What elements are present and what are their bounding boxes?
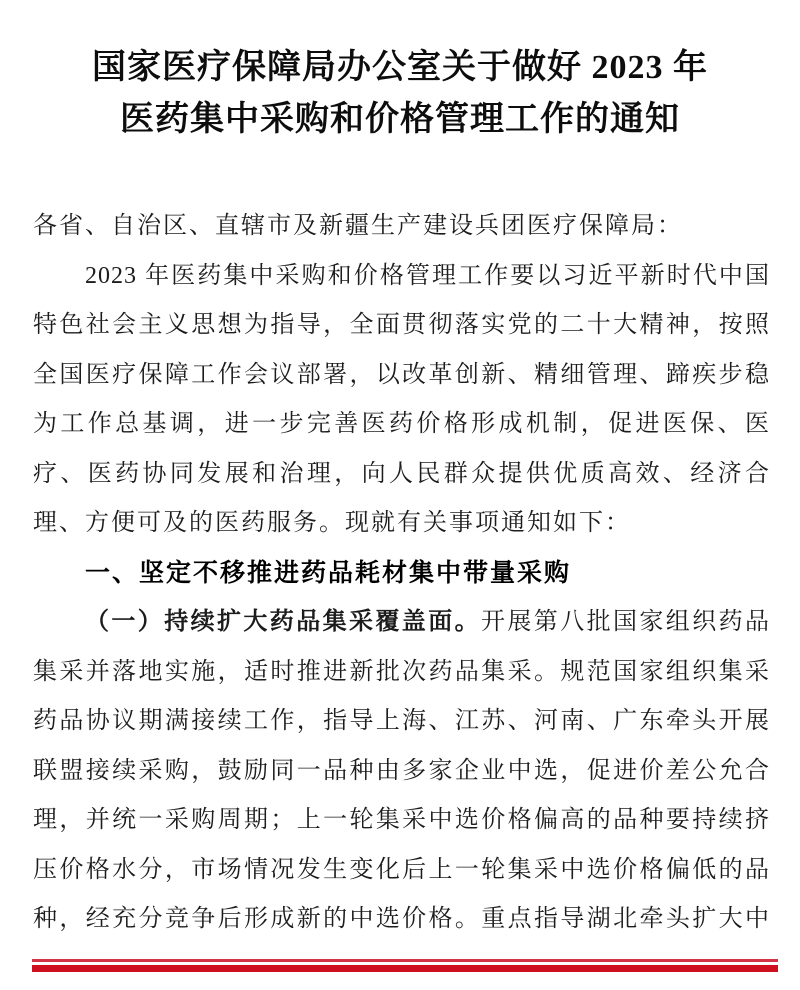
para1-line-1: 2023 年医药集中采购和价格管理工作要以习近平新时代中国	[85, 262, 770, 289]
salutation-line: 各省、自治区、直辖市及新疆生产建设兵团医疗保障局：	[33, 213, 683, 239]
para1-line-3: 全国医疗保障工作会议部署，以改革创新、精细管理、蹄疾步稳	[33, 361, 770, 388]
footer-red-rule-thick	[32, 965, 778, 972]
footer-red-rule-thin	[32, 959, 778, 962]
para2-line-1-rest: 开展第八批国家组织药品	[481, 609, 770, 635]
para2-line-2: 集采并落地实施，适时推进新批次药品集采。规范国家组织集采	[33, 658, 770, 685]
para2-line-6: 压价格水分，市场情况发生变化后上一轮集采中选价格偏低的品	[33, 856, 770, 883]
para1-line-2: 特色社会主义思想为指导，全面贯彻落实党的二十大精神，按照	[33, 312, 770, 338]
para2-line-7: 种，经充分竞争后形成新的中选价格。重点指导湖北牵头扩大中	[33, 906, 770, 932]
document-body	[33, 202, 770, 945]
para2-subheading: （一）持续扩大药品集采覆盖面。	[85, 609, 481, 635]
title-line-2: 医药集中采购和价格管理工作的通知	[120, 101, 680, 138]
para2-line-1	[33, 598, 770, 648]
section-1-heading: 一、坚定不移推进药品耗材集中带量采购	[85, 558, 572, 587]
para2-line-3: 药品协议期满接续工作，指导上海、江苏、河南、广东牵头开展	[33, 708, 770, 734]
para1-line-4: 为工作总基调，进一步完善医药价格形成机制，促进医保、医	[33, 411, 770, 437]
title-line-1: 国家医疗保障局办公室关于做好 2023 年	[92, 49, 708, 86]
para2-line-5: 理，并统一采购周期；上一轮集采中选价格偏高的品种要持续挤	[33, 807, 770, 833]
para1-line-6: 理、方便可及的医药服务。现就有关事项通知如下：	[33, 510, 631, 536]
document-title	[0, 42, 800, 146]
para2-line-4: 联盟接续采购，鼓励同一品种由多家企业中选，促进价差公允合	[33, 757, 770, 784]
para1-line-5: 疗、医药协同发展和治理，向人民群众提供优质高效、经济合	[33, 460, 770, 487]
